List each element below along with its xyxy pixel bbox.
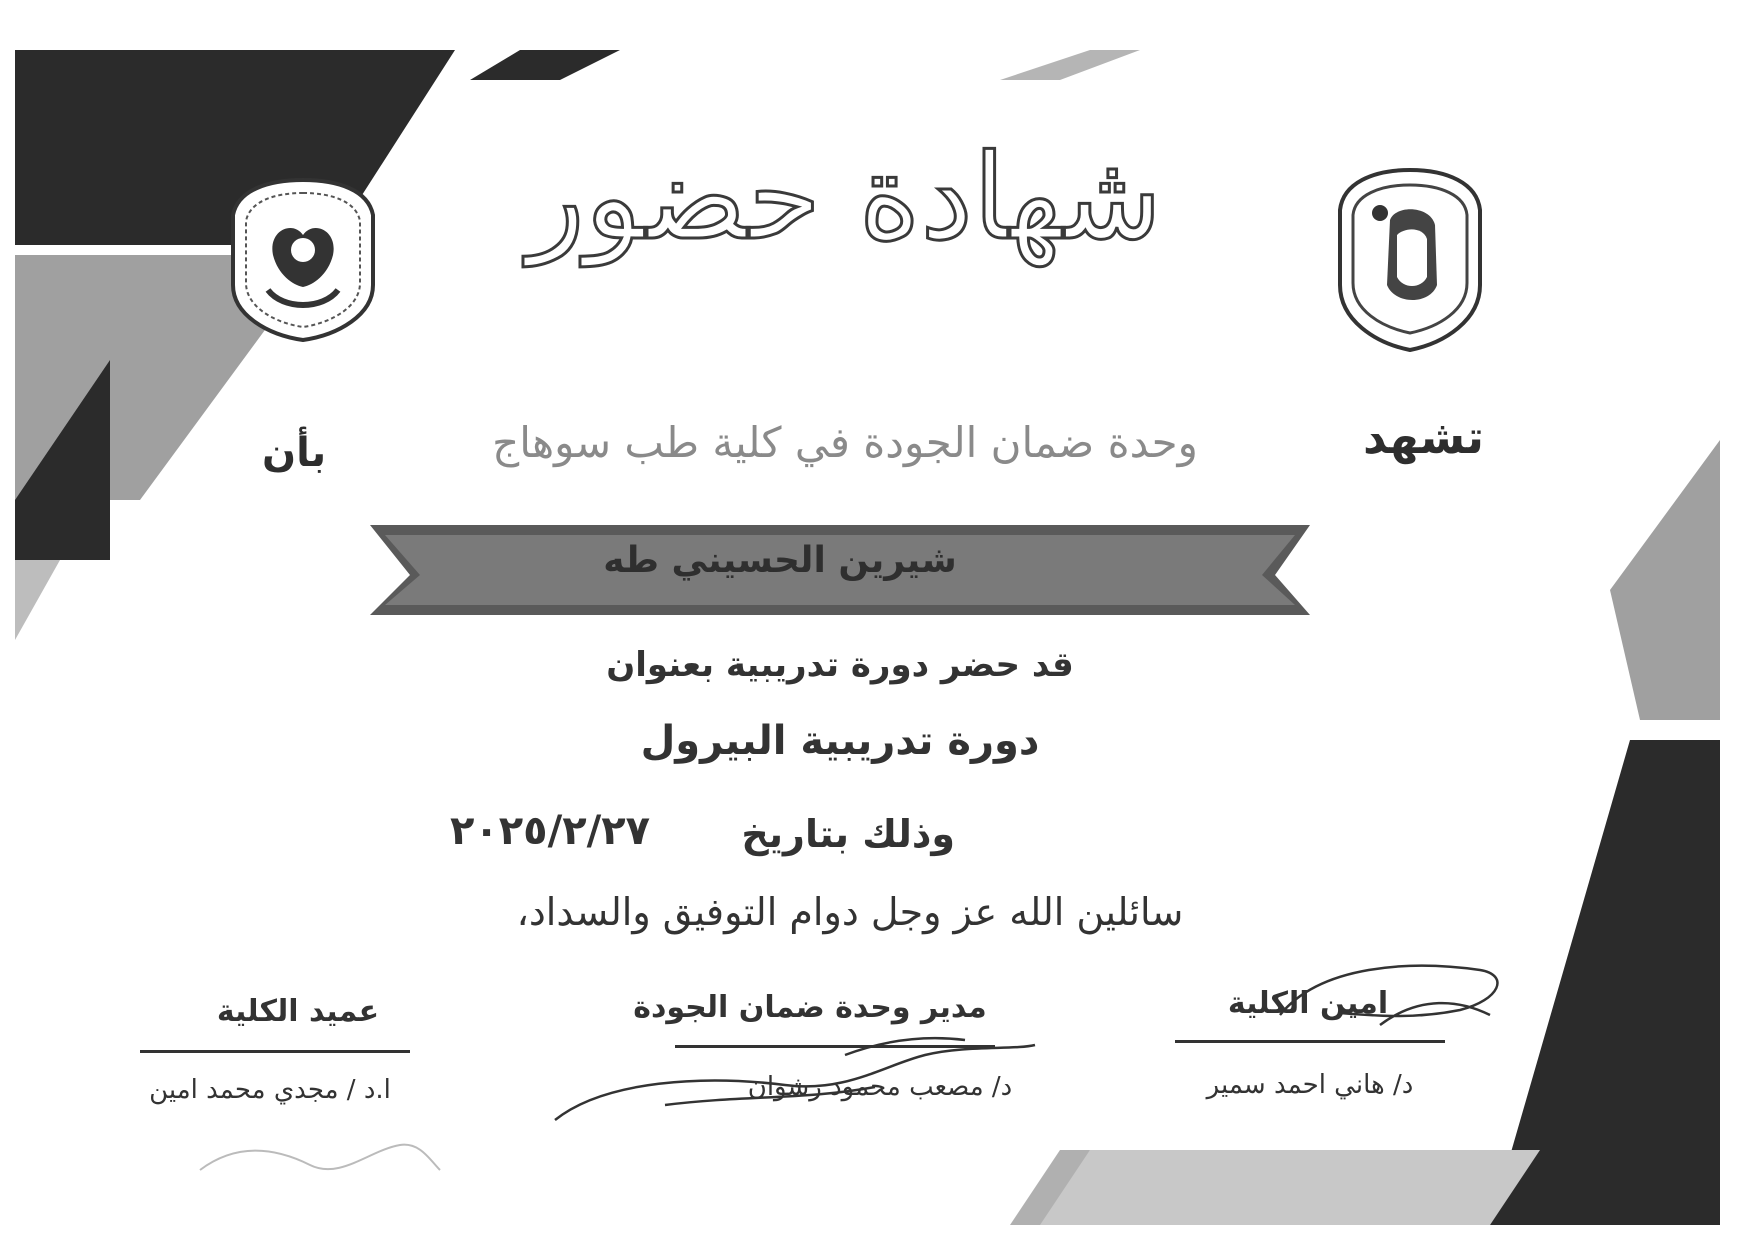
sohag-university-crest-icon: [1335, 165, 1485, 355]
signature-title-secretary: امين الكلية: [1227, 986, 1389, 1021]
signature-title-dean: عميد الكلية: [216, 994, 380, 1029]
recipient-name: شيرين الحسيني طه: [603, 540, 957, 581]
band-left-light: [15, 560, 60, 640]
band-right-light: [1610, 440, 1720, 720]
intro-left-text: بأن: [262, 430, 327, 476]
signature-scribble-quality-director: [545, 1025, 1065, 1135]
intro-right-text: تشهد: [1362, 410, 1484, 464]
date-value: ٢٠٢٥/٢/٢٧: [449, 808, 651, 854]
signature-scribble-secretary: [1260, 955, 1520, 1045]
signature-title-quality-director: مدير وحدة ضمان الجودة: [633, 990, 987, 1025]
issuer-text: وحدة ضمان الجودة في كلية طب سوهاج: [492, 418, 1198, 467]
signature-scribble-dean: [190, 1110, 450, 1200]
attended-text: قد حضر دورة تدريبية بعنوان: [606, 645, 1074, 685]
date-label: وذلك بتاريخ: [741, 812, 955, 856]
course-title: دورة تدريبية البيرول: [640, 718, 1040, 764]
signature-name-dean: ا.د / مجدي محمد امين: [149, 1075, 391, 1105]
signature-name-secretary: د/ هاني احمد سمير: [1206, 1070, 1414, 1100]
faculty-of-medicine-crest-icon: [228, 175, 378, 345]
certificate-title: شهادة حضور: [527, 128, 1163, 266]
signature-name-quality-director: د/ مصعب محمود رشوان: [747, 1072, 1013, 1102]
band-bottom-right-light: [1030, 1150, 1540, 1225]
closing-text: سائلين الله عز وجل دوام التوفيق والسداد،: [516, 890, 1184, 934]
